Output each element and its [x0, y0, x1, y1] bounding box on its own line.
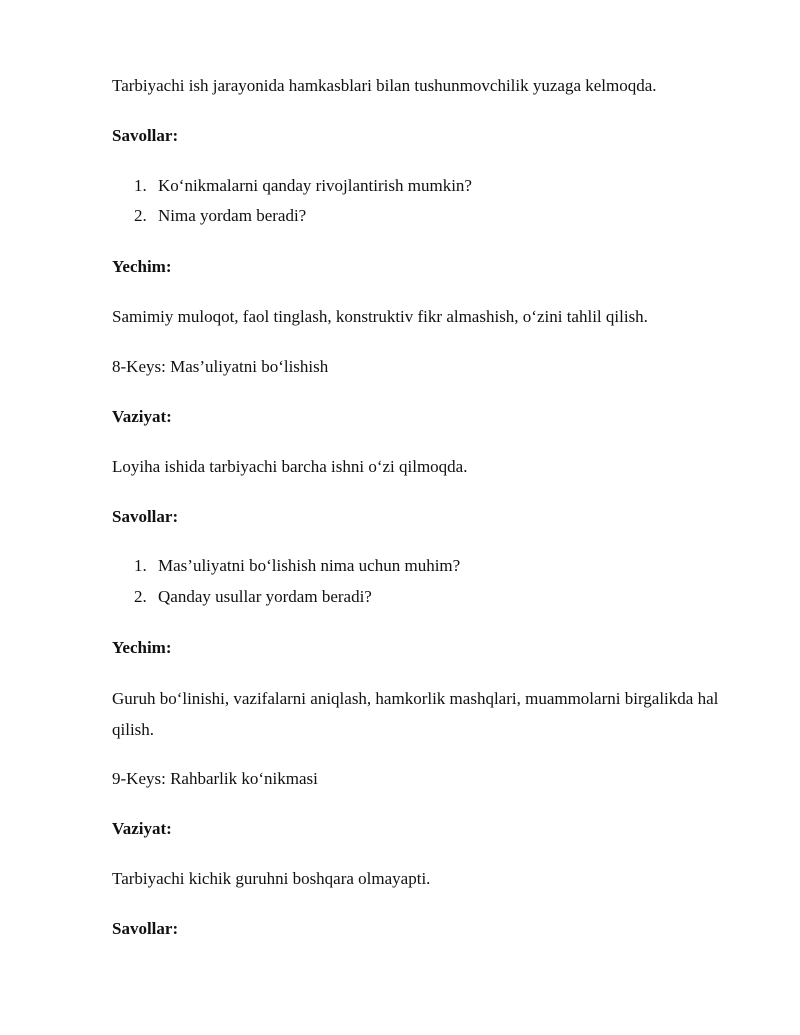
paragraph-solution: Guruh bo‘linishi, vazifalarni aniqlash, hamkorlik mashqlari, muammolarni birgalikda hal qilish. [112, 689, 719, 739]
heading-savollar: Savollar: [112, 507, 179, 526]
list-item-number: 2. [134, 206, 147, 225]
paragraph-situation-intro: Tarbiyachi ish jarayonida hamkasblari bilan tushunmovchilik yuzaga kelmoqda. [112, 76, 657, 95]
list-item-number: 1. [134, 176, 147, 195]
heading-savollar: Savollar: [112, 126, 179, 145]
heading-vaziyat: Vaziyat: [112, 819, 172, 838]
heading-yechim: Yechim: [112, 257, 172, 276]
list-item-text: Mas’uliyatni bo‘lishish nima uchun muhim? [158, 556, 461, 575]
list-item-number: 2. [134, 587, 147, 606]
paragraph-situation: Loyiha ishida tarbiyachi barcha ishni o‘zi qilmoqda. [112, 457, 468, 476]
heading-savollar: Savollar: [112, 919, 179, 938]
list-item [134, 587, 372, 607]
heading-vaziyat: Vaziyat: [112, 407, 172, 426]
list-item [134, 206, 306, 226]
list-item-number: 1. [134, 556, 147, 575]
list-item [134, 176, 472, 196]
paragraph-situation: Tarbiyachi kichik guruhni boshqara olmayapti. [112, 869, 431, 888]
heading-yechim: Yechim: [112, 638, 172, 657]
list-item-text: Qanday usullar yordam beradi? [158, 587, 372, 606]
list-item-text: Ko‘nikmalarni qanday rivojlantirish mumkin? [158, 176, 472, 195]
case-heading-8: 8-Keys: Mas’uliyatni bo‘lishish [112, 357, 329, 376]
paragraph-solution: Samimiy muloqot, faol tinglash, konstruktiv fikr almashish, o‘zini tahlil qilish. [112, 307, 648, 326]
list-item-text: Nima yordam beradi? [158, 206, 307, 225]
list-item [134, 556, 460, 576]
case-heading-9: 9-Keys: Rahbarlik ko‘nikmasi [112, 769, 318, 788]
